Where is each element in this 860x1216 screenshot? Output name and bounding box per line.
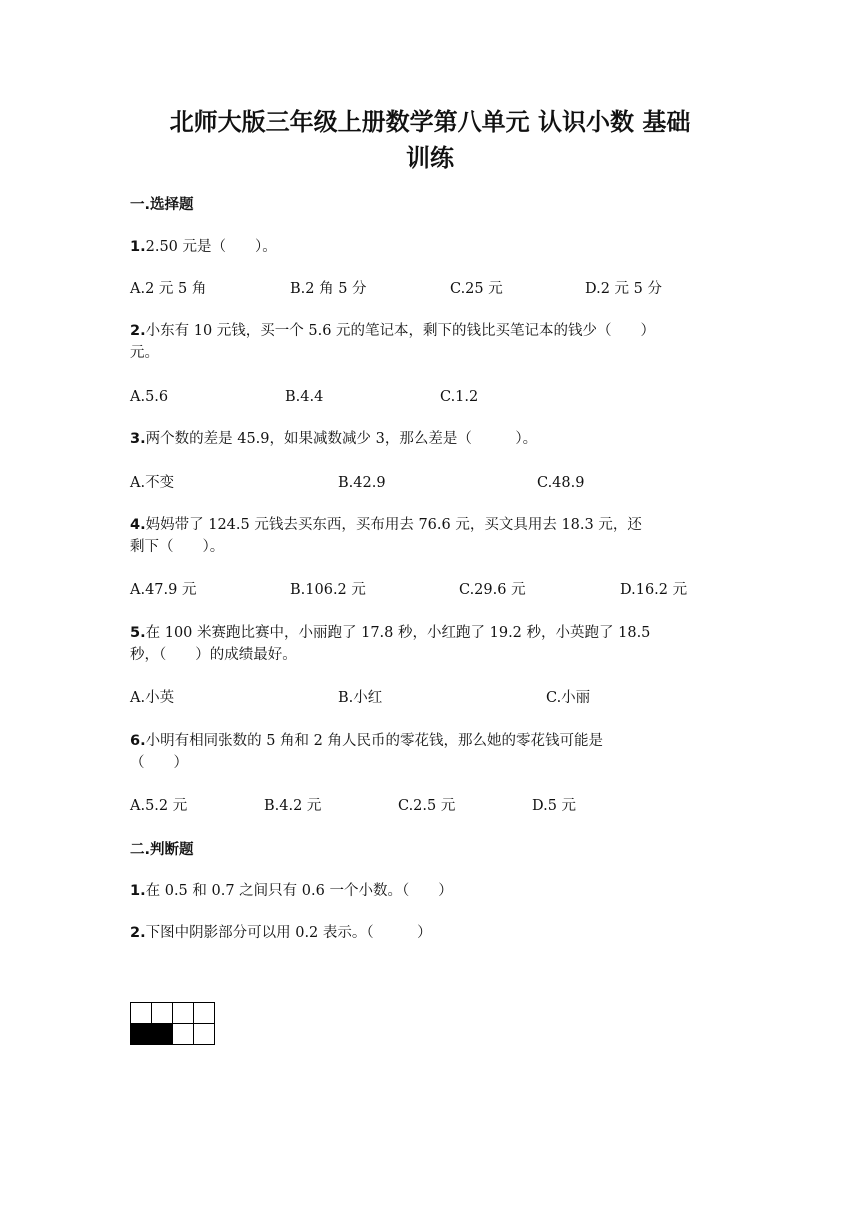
section-heading-judgment: 二.判断题: [130, 842, 194, 858]
q6-option-a: A.5.2 元: [130, 798, 188, 814]
q2-option-a: A.5.6: [130, 389, 169, 405]
question-number: 6.: [130, 733, 146, 749]
question-5: [130, 622, 750, 666]
title-line-2: 训练: [406, 144, 454, 172]
grid-cell: [194, 1024, 215, 1045]
q1-option-c: C.25 元: [450, 281, 503, 297]
q5-option-b: B.小红: [338, 690, 383, 706]
question-text-line-1: 小明有相同张数的 5 角和 2 角人民币的零花钱，那么她的零花钱可能是: [145, 733, 603, 749]
grid-cell: [173, 1003, 194, 1024]
q1-option-a: A.2 元 5 角: [130, 281, 207, 297]
grid-cell: [173, 1024, 194, 1045]
q4-option-c: C.29.6 元: [459, 582, 526, 598]
question-number: 5.: [130, 625, 146, 641]
question-text-line-2: 秒，（ ）的成绩最好。: [130, 647, 297, 663]
page-title: [100, 104, 760, 176]
q3-option-a: A.不变: [130, 475, 175, 491]
q5-option-c: C.小丽: [546, 690, 591, 706]
question-4: [130, 514, 750, 558]
grid-row: [131, 1003, 215, 1024]
question-1: [130, 236, 750, 258]
q2-option-c: C.1.2: [440, 389, 479, 405]
title-line-1: 北师大版三年级上册数学第八单元 认识小数 基础: [169, 108, 691, 136]
question-3: [130, 428, 750, 450]
question-number: 2.: [130, 925, 146, 941]
shaded-grid-figure: [130, 1002, 215, 1045]
q6-option-d: D.5 元: [532, 798, 577, 814]
question-text-line-1: 妈妈带了 124.5 元钱去买东西，买布用去 76.6 元，买文具用去 18.3 元，还: [145, 517, 642, 533]
question-text: 在 0.5 和 0.7 之间只有 0.6 一个小数。（ ）: [145, 883, 453, 899]
q1-option-b: B.2 角 5 分: [290, 281, 367, 297]
q4-option-a: A.47.9 元: [130, 582, 197, 598]
grid-cell-shaded: [152, 1024, 173, 1045]
q4-option-b: B.106.2 元: [290, 582, 366, 598]
question-number: 1.: [130, 239, 146, 255]
q6-option-b: B.4.2 元: [264, 798, 322, 814]
question-number: 1.: [130, 883, 146, 899]
q2-option-b: B.4.4: [285, 389, 324, 405]
question-number: 2.: [130, 323, 146, 339]
question-text-line-2: 剩下（ ）。: [130, 539, 225, 555]
question-text: 两个数的差是 45.9，如果减数减少 3，那么差是（ ）。: [145, 431, 538, 447]
q6-option-c: C.2.5 元: [398, 798, 456, 814]
question-number: 4.: [130, 517, 146, 533]
judgment-1: [130, 880, 750, 902]
q5-option-a: A.小英: [130, 690, 175, 706]
question-text-line-2: （ ）: [130, 755, 188, 771]
q3-option-b: B.42.9: [338, 475, 386, 491]
question-text-line-2: 元。: [130, 345, 159, 361]
question-text: 下图中阴影部分可以用 0.2 表示。（ ）: [145, 925, 432, 941]
question-text-line-1: 在 100 米赛跑比赛中，小丽跑了 17.8 秒，小红跑了 19.2 秒，小英跑了 18.5: [145, 625, 651, 641]
grid-row: [131, 1024, 215, 1045]
grid-cell: [194, 1003, 215, 1024]
question-text: 2.50 元是（ ）。: [145, 239, 277, 255]
judgment-2: [130, 922, 750, 944]
grid-cell: [152, 1003, 173, 1024]
question-2: [130, 320, 750, 364]
question-6: [130, 730, 750, 774]
q1-option-d: D.2 元 5 分: [585, 281, 662, 297]
question-text-line-1: 小东有 10 元钱，买一个 5.6 元的笔记本，剩下的钱比买笔记本的钱少（ ）: [145, 323, 656, 339]
section-heading-choice: 一.选择题: [130, 197, 194, 213]
question-number: 3.: [130, 431, 146, 447]
grid-cell: [131, 1003, 152, 1024]
q4-option-d: D.16.2 元: [620, 582, 688, 598]
q3-option-c: C.48.9: [537, 475, 585, 491]
grid-cell-shaded: [131, 1024, 152, 1045]
